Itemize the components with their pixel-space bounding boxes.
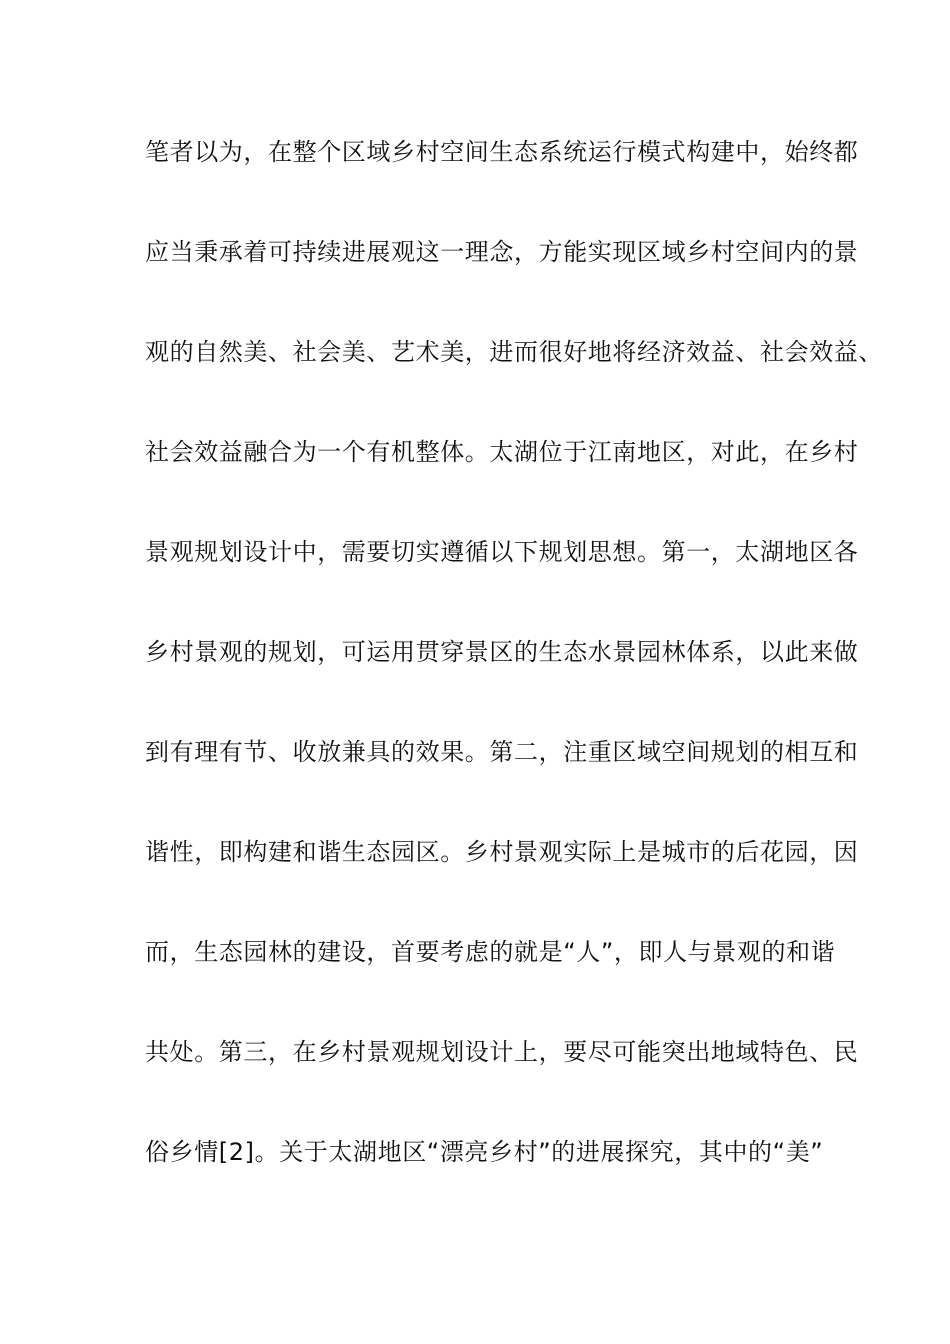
text-line-8: 谐性，即构建和谐生态园区。乡村景观实际上是城市的后花园，因 [145, 838, 859, 866]
text-line-7: 到有理有节、收放兼具的效果。第二，注重区域空间规划的相互和 [145, 738, 859, 766]
body-paragraph [145, 129, 883, 1229]
text-line-3: 观的自然美、社会美、艺术美，进而很好地将经济效益、社会效益、 [145, 338, 883, 366]
text-line-11: 俗乡情[2]。关于太湖地区“漂亮乡村”的进展探究，其中的“美” [145, 1138, 824, 1166]
text-line-6: 乡村景观的规划，可运用贯穿景区的生态水景园林体系，以此来做 [145, 638, 859, 666]
text-line-5: 景观规划设计中，需要切实遵循以下规划思想。第一，太湖地区各 [145, 538, 859, 566]
text-line-9: 而，生态园林的建设，首要考虑的就是“人”，即人与景观的和谐 [145, 938, 836, 966]
text-line-4: 社会效益融合为一个有机整体。太湖位于江南地区，对此，在乡村 [145, 438, 859, 466]
text-line-1: 笔者以为，在整个区域乡村空间生态系统运行模式构建中，始终都 [145, 138, 859, 166]
text-line-2: 应当秉承着可持续进展观这一理念，方能实现区域乡村空间内的景 [145, 238, 859, 266]
text-line-10: 共处。第三，在乡村景观规划设计上，要尽可能突出地域特色、民 [145, 1038, 859, 1066]
